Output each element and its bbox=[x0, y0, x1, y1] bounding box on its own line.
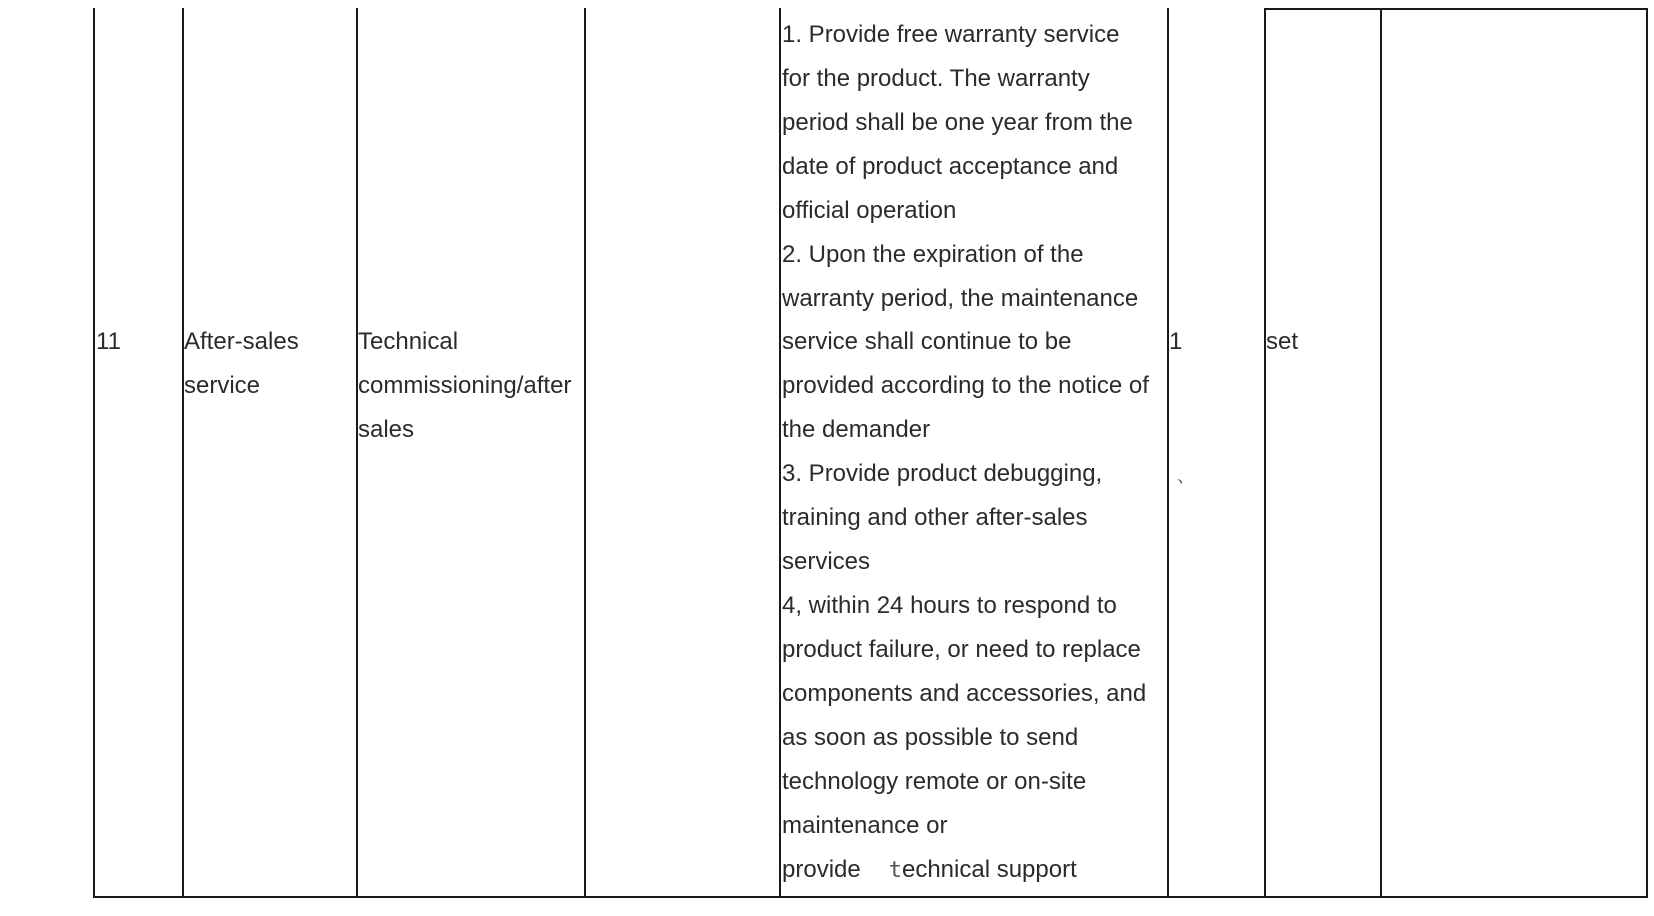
requirement-line: product failure, or need to replace bbox=[782, 636, 1141, 663]
requirement-line: warranty period, the maintenance bbox=[782, 285, 1139, 312]
requirement-line: 4, within 24 hours to respond to bbox=[782, 592, 1117, 619]
column-border bbox=[1167, 8, 1169, 898]
cell-top-border bbox=[1264, 8, 1648, 10]
column-border bbox=[584, 8, 586, 898]
column-border bbox=[93, 8, 95, 898]
unit-value: set bbox=[1266, 328, 1299, 355]
requirement-line: period shall be one year from the bbox=[782, 109, 1133, 136]
requirement-line: provided according to the notice of bbox=[782, 372, 1149, 399]
requirement-line: as soon as possible to send bbox=[782, 724, 1079, 751]
category-line-2: commissioning/after bbox=[358, 372, 572, 399]
item-name-line-1: After-sales bbox=[184, 328, 299, 355]
column-border bbox=[1380, 8, 1382, 898]
requirement-last-phrase: echnical support bbox=[901, 856, 1077, 883]
category-line-1: Technical bbox=[358, 328, 459, 355]
requirement-line: services bbox=[782, 548, 871, 575]
column-border bbox=[356, 8, 358, 898]
requirement-line: service shall continue to be bbox=[782, 328, 1072, 355]
column-border bbox=[182, 8, 184, 898]
requirement-line: maintenance or bbox=[782, 812, 948, 839]
requirement-line: technology remote or on-site bbox=[782, 768, 1087, 795]
requirement-line: official operation bbox=[782, 197, 957, 224]
requirement-line: 3. Provide product debugging, bbox=[782, 460, 1103, 487]
column-border bbox=[1646, 8, 1648, 898]
requirement-line: for the product. The warranty bbox=[782, 65, 1090, 92]
requirement-line: date of product acceptance and bbox=[782, 153, 1119, 180]
requirement-line: components and accessories, and bbox=[782, 680, 1147, 707]
column-border bbox=[1264, 8, 1266, 898]
requirement-line: 1. Provide free warranty service bbox=[782, 21, 1120, 48]
requirement-t-glyph: t bbox=[888, 858, 902, 883]
requirement-line: the demander bbox=[782, 416, 931, 443]
requirement-line: 2. Upon the expiration of the bbox=[782, 241, 1084, 268]
quantity-value: 1 bbox=[1169, 328, 1183, 355]
row-number: 11 bbox=[96, 328, 121, 355]
item-name-line-2: service bbox=[184, 372, 261, 399]
stray-punctuation-mark: 、 bbox=[1177, 466, 1195, 486]
column-border bbox=[779, 8, 781, 898]
requirement-last-line bbox=[782, 848, 1077, 893]
requirement-last-word: provide bbox=[782, 856, 861, 883]
table-bottom-border bbox=[93, 896, 1648, 898]
category-line-3: sales bbox=[358, 416, 415, 443]
requirement-line: training and other after-sales bbox=[782, 504, 1088, 531]
